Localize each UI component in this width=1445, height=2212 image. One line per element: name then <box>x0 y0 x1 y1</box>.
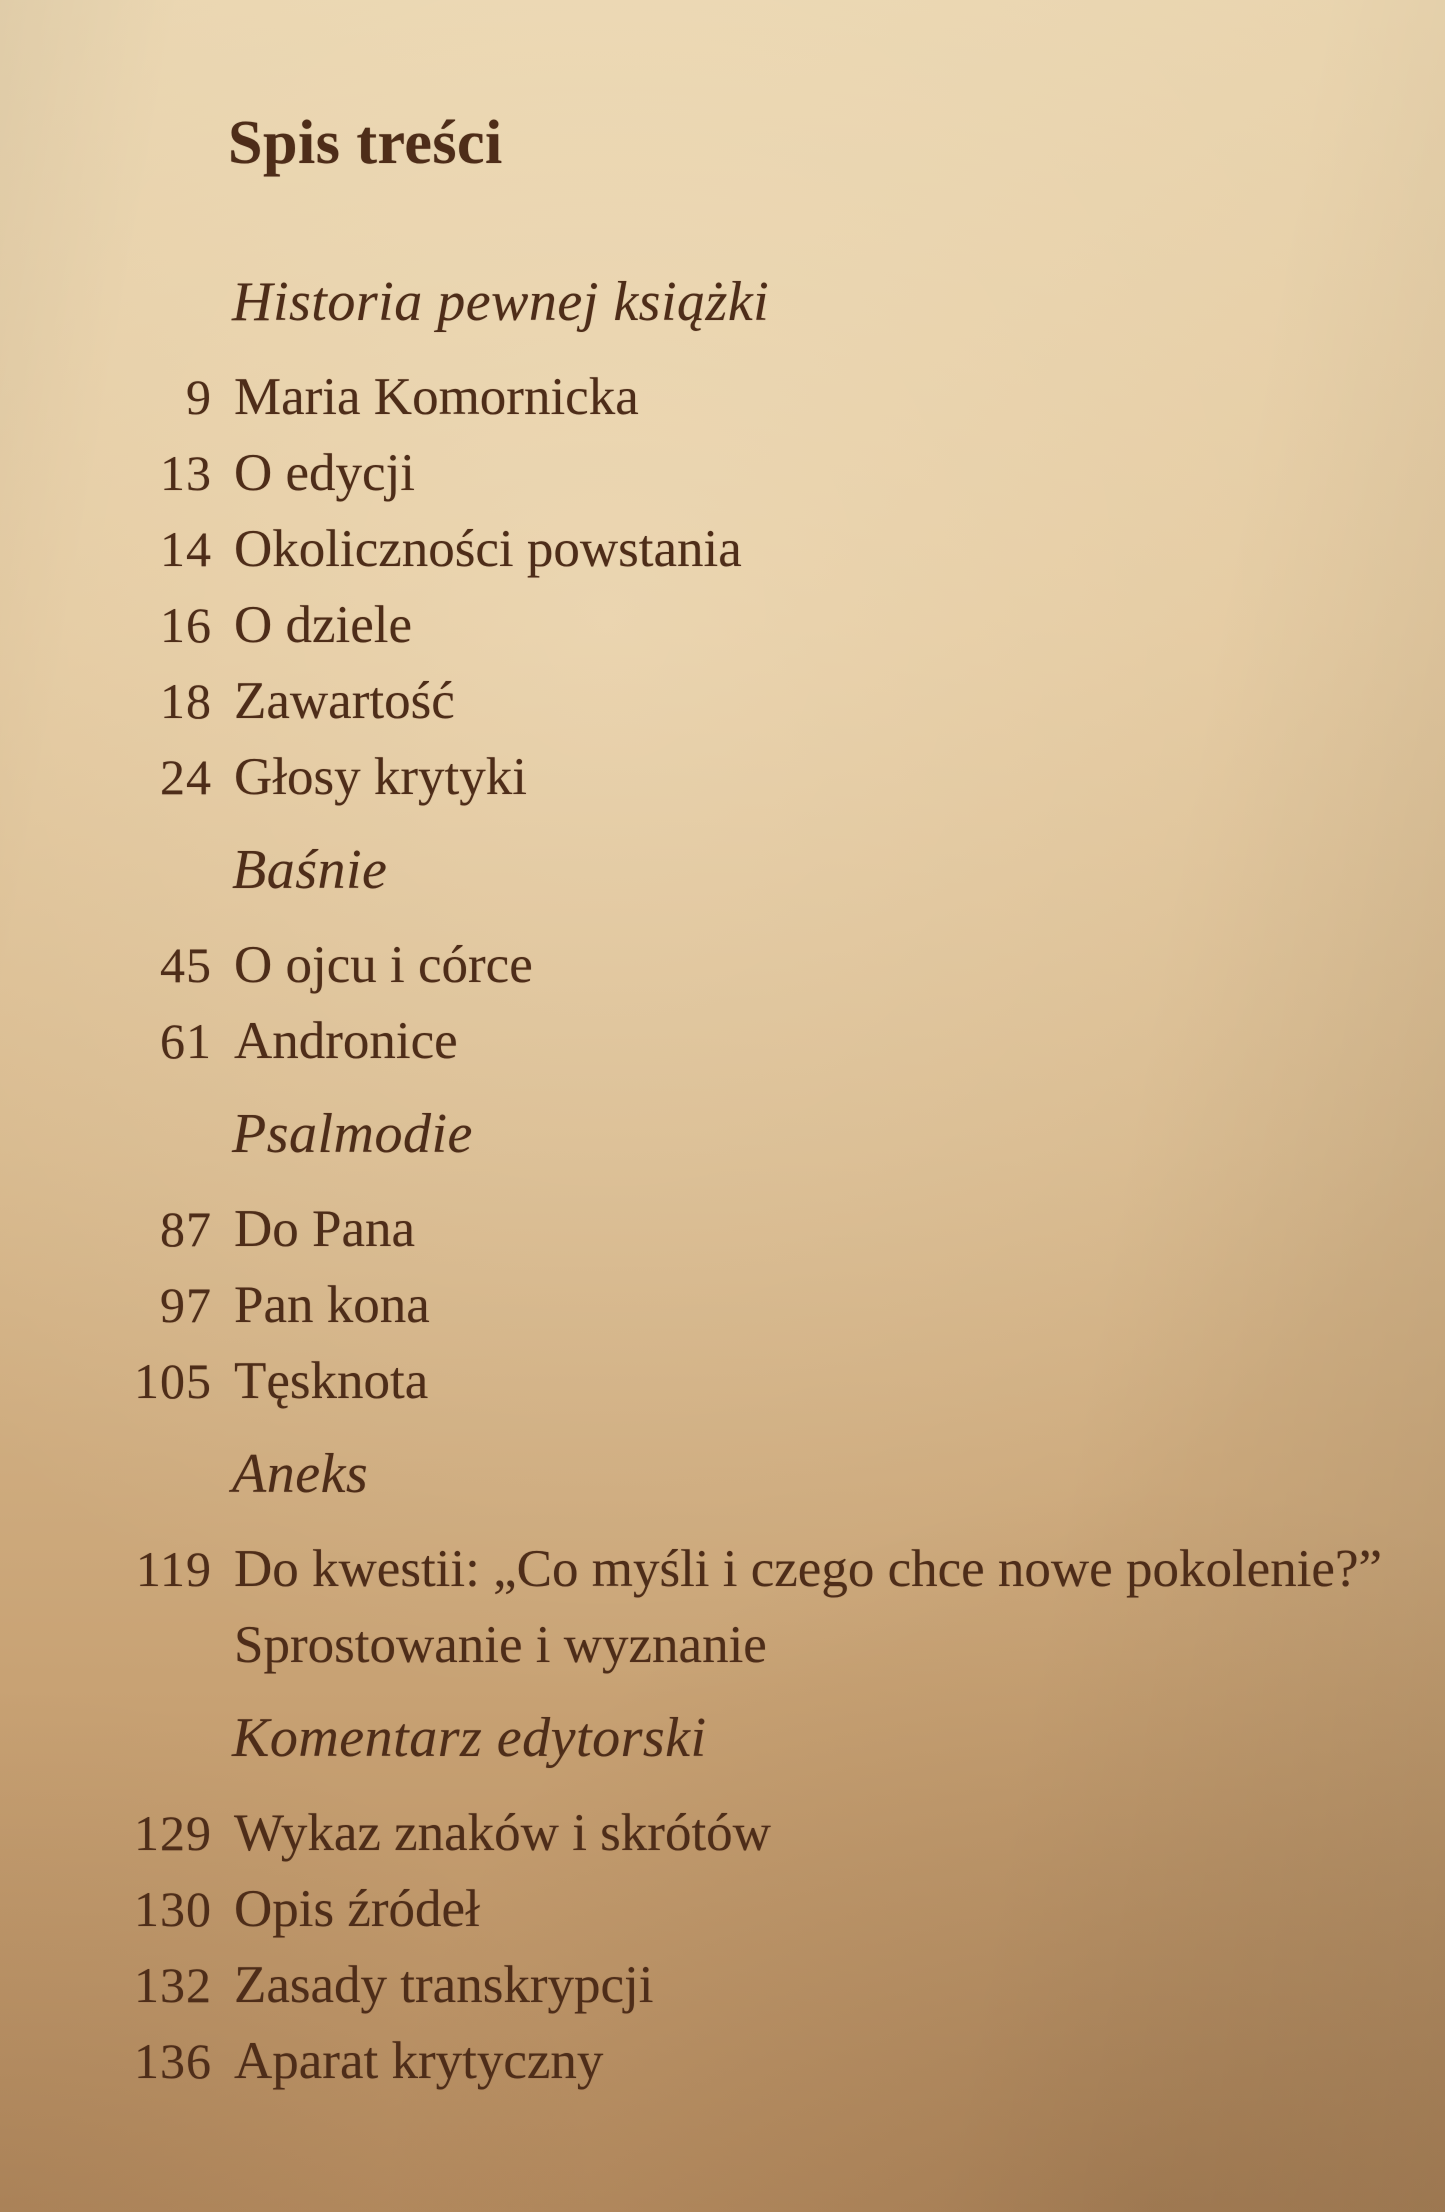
toc-entry-title <box>234 1531 1382 1683</box>
section-header: Aneks <box>232 1443 369 1505</box>
toc-entry <box>0 511 1445 587</box>
toc-entry-title <box>234 1003 458 1079</box>
section-header: Historia pewnej książki <box>232 271 770 333</box>
toc-entry-title <box>234 1343 428 1419</box>
toc-section <box>0 835 1445 1079</box>
toc-entry <box>0 739 1445 815</box>
section-header: Komentarz edytorski <box>232 1707 707 1769</box>
toc-entry-page-number: 9 <box>186 369 212 425</box>
toc-entry-title-line: O dziele <box>234 596 413 654</box>
toc-entry-page-number: 129 <box>134 1805 212 1861</box>
toc-entry-page-number: 14 <box>160 521 212 577</box>
toc-entry <box>0 1795 1445 1871</box>
toc-entry-title-line: O ojcu i córce <box>234 936 533 994</box>
toc-section <box>0 1439 1445 1683</box>
toc-entry <box>0 2023 1445 2099</box>
toc-entry <box>0 587 1445 663</box>
page-title: Spis treści <box>228 109 503 177</box>
toc-entry-title-line: Tęsknota <box>234 1352 429 1410</box>
toc-entry <box>0 1531 1445 1683</box>
toc-entry <box>0 1191 1445 1267</box>
section-header: Psalmodie <box>232 1103 473 1165</box>
toc-entry <box>0 1871 1445 1947</box>
toc-entry-page-number: 87 <box>160 1201 212 1257</box>
toc-entry-page-number: 132 <box>134 1957 212 2013</box>
toc-entry-title-line: Do Pana <box>234 1200 416 1258</box>
toc-entry-page-number: 97 <box>160 1277 212 1333</box>
toc-entry-title-line: Maria Komornicka <box>234 368 639 426</box>
toc-entry-page-number: 136 <box>134 2033 212 2089</box>
toc-entry-title-line: Zawartość <box>234 672 455 730</box>
toc-entry-title <box>234 359 639 435</box>
toc-entry-title-line: Pan kona <box>234 1276 430 1334</box>
section-header: Baśnie <box>232 839 388 901</box>
toc-entry-title <box>234 1267 430 1343</box>
toc-entry-title <box>234 663 455 739</box>
toc-entry-title <box>234 927 533 1003</box>
toc-entry-title-line: Okoliczności powstania <box>234 520 742 578</box>
toc-entry-title <box>234 511 742 587</box>
toc-entry-title-line: Aparat krytyczny <box>234 2032 604 2090</box>
toc-entry-title <box>234 1795 771 1871</box>
toc-entry-page-number: 130 <box>134 1881 212 1937</box>
toc-entry <box>0 1003 1445 1079</box>
toc-entry-title-line: Opis źródeł <box>234 1880 480 1938</box>
toc-entry-title <box>234 1191 415 1267</box>
toc-entry-title-line: Zasady transkrypcji <box>234 1956 654 2014</box>
toc-sections <box>0 267 1445 2099</box>
toc-entry-title-line: Sprostowanie i wyznanie <box>234 1616 767 1674</box>
toc-entry-title <box>234 1871 480 1947</box>
toc-entry <box>0 359 1445 435</box>
toc-entry-title-line: Wykaz znaków i skrótów <box>234 1804 771 1862</box>
toc-entry-page-number: 105 <box>134 1353 212 1409</box>
toc-entry-title-line: Andronice <box>234 1012 458 1070</box>
toc-entry-title <box>234 2023 603 2099</box>
toc-entry-title <box>234 739 527 815</box>
toc-entry-page-number: 18 <box>160 673 212 729</box>
toc-entry <box>0 663 1445 739</box>
toc-entry-page-number: 24 <box>160 749 212 805</box>
toc-entry <box>0 1267 1445 1343</box>
toc-entry <box>0 435 1445 511</box>
toc-section <box>0 1703 1445 2099</box>
toc-entry-title <box>234 587 412 663</box>
toc-entry-title <box>234 435 415 511</box>
toc-entry-page-number: 16 <box>160 597 212 653</box>
toc-entry-title-line: Głosy krytyki <box>234 748 527 806</box>
toc-entry <box>0 1343 1445 1419</box>
toc-entry-title-line: O edycji <box>234 444 416 502</box>
toc-section <box>0 1099 1445 1419</box>
toc-entry-title <box>234 1947 653 2023</box>
toc-entry-page-number: 61 <box>160 1013 212 1069</box>
toc-entry-page-number: 119 <box>135 1541 212 1597</box>
toc-entry-page-number: 13 <box>160 445 212 501</box>
toc-entry <box>0 927 1445 1003</box>
toc-entry-page-number: 45 <box>160 937 212 993</box>
toc-section <box>0 267 1445 815</box>
toc-entry-title-line: Do kwestii: „Co myśli i czego chce nowe pokolenie?” <box>234 1540 1382 1598</box>
toc-entry <box>0 1947 1445 2023</box>
